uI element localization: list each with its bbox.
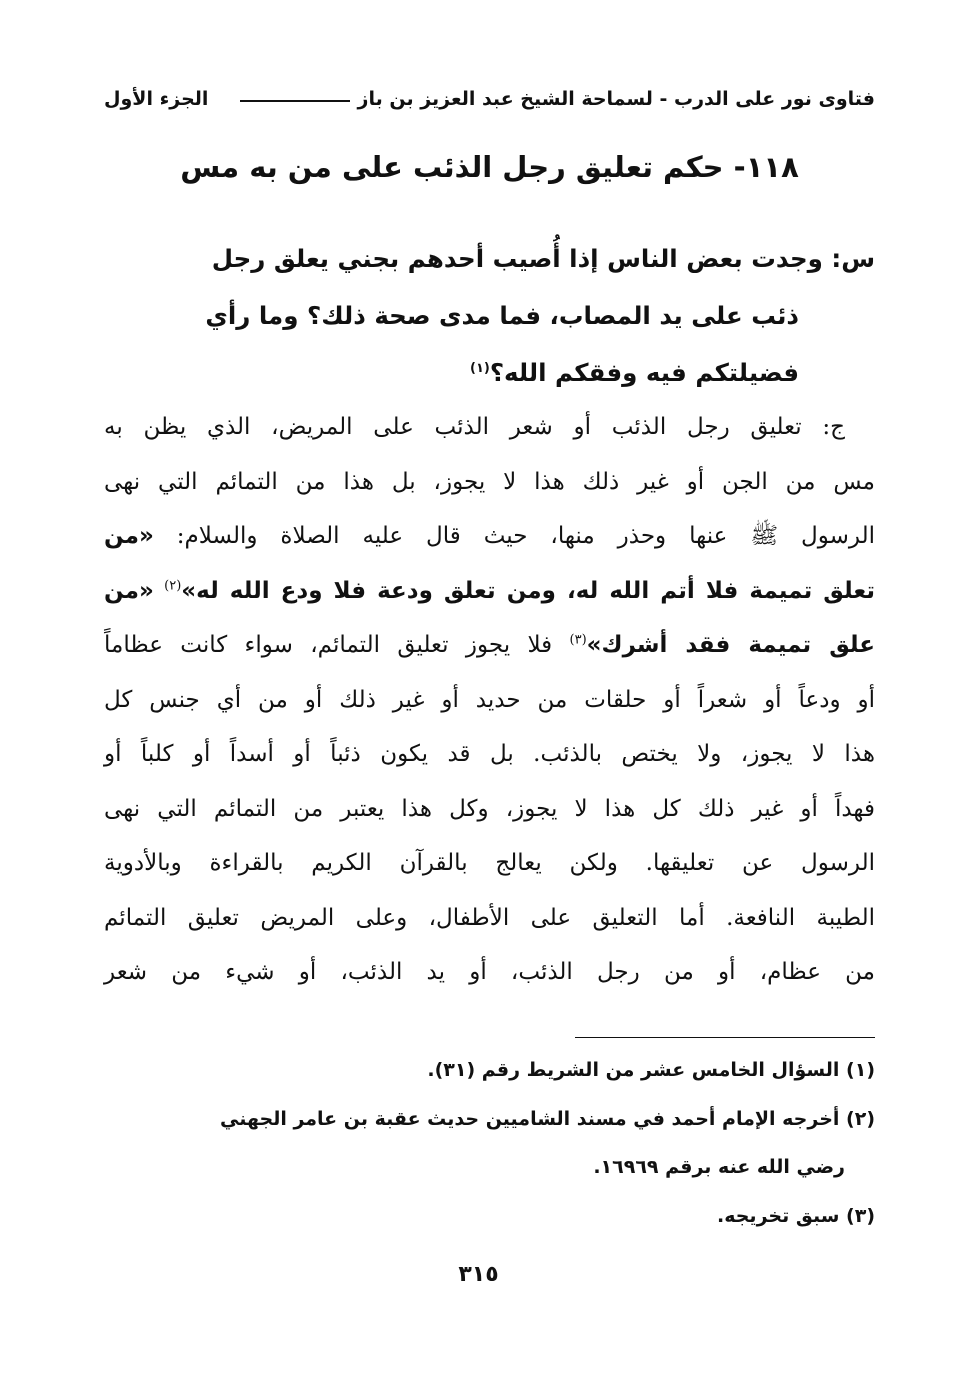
page-number: ٣١٥ — [458, 1262, 499, 1287]
answer-line-5: علق تميمة فقد أشرك»$^{(٣)}$ فلا يجوز تعليق التمائم، سواء كانت عظاماً — [104, 632, 876, 658]
question-line-2: ذئب على يد المصاب، فما مدى صحة ذلك؟ وما رأي — [205, 301, 799, 330]
hadith-quote-1: تعلق تميمة فلا أتم الله له، ومن تعلق ودعة فلا ودع الله له» — [181, 577, 876, 604]
answer-line-4: تعلق تميمة فلا أتم الله له، ومن تعلق ودعة فلا ودع الله له»$^{(٢)}$ «من — [104, 577, 876, 604]
header-book-title: فتاوى نور على الدرب - لسماحة الشيخ عبد العزيز بن باز — [357, 88, 875, 110]
running-header — [104, 88, 875, 110]
footnote-2-continued: رضي الله عنه برقم ١٦٩٦٩. — [593, 1156, 845, 1178]
answer-block — [104, 400, 875, 1000]
answer-line-10: الطيبة النافعة. أما التعليق على الأطفال، وعلى المريض تعليق التمائم — [104, 904, 875, 931]
footnote-3: (٣) سبق تخريجه. — [717, 1204, 875, 1227]
hadith-quote-2: علق تميمة فقد أشرك» — [586, 632, 876, 658]
answer-label: ج: — [822, 414, 845, 440]
footnote-1: (١) السؤال الخامس عشر من الشريط رقم (٣١). — [427, 1059, 875, 1081]
question-label: س: — [831, 244, 875, 273]
footnote-2: (٢) أخرجه الإمام أحمد في مسند الشاميين حديث عقبة بن عامر الجهني — [219, 1107, 875, 1130]
answer-line-6: أو ودعاً أو شعراً أو حلقات من حديد أو غير ذلك أو من أي جنس كل — [104, 686, 875, 713]
header-volume: الجزء الأول — [104, 88, 209, 110]
header-rule — [240, 100, 350, 102]
question-line-1: س: وجدت بعض الناس إذا أُصيب أحدهم بجني يعلق رجل — [211, 244, 875, 273]
footnote-ref-2: (٢) — [164, 577, 182, 593]
answer-line-8: فهداً أو غير ذلك كل هذا لا يجوز، وكل هذا يعتبر من التمائم التي نهى — [104, 795, 875, 822]
answer-line-9: الرسول عن تعليقها. ولكن يعالج بالقرآن الكريم بالقراءة وبالأدوية — [104, 850, 875, 876]
answer-line-7: هذا لا يجوز، ولا يختص بالذئب. بل قد يكون ذئباً أو أسداً أو كلباً أو — [104, 741, 875, 767]
answer-line-11: من عظام، أو من رجل الذئب، أو يد الذئب، أو شيء من شعر — [104, 959, 875, 985]
footnote-ref-1: (١) — [469, 360, 490, 376]
question-block — [134, 230, 875, 401]
fatwa-title: ١١٨- حكم تعليق رجل الذئب على من به مس — [180, 150, 799, 184]
footnote-ref-3: (٣) — [569, 632, 587, 648]
footnote-separator — [575, 1037, 875, 1038]
footnotes — [104, 1046, 875, 1240]
question-line-3: فضيلتكم فيه وفقكم الله؟$^{(١)}$ — [469, 358, 799, 387]
answer-line-1: ج: تعليق رجل الذئب أو شعر الذئب على المريض، الذي يظن به — [104, 400, 875, 455]
answer-line-3: الرسول ﷺ عنها وحذر منها، حيث قال عليه الصلاة والسلام: «من — [104, 523, 875, 549]
answer-line-2: مس من الجن أو غير ذلك هذا لا يجوز، بل هذا من التمائم التي نهى — [104, 468, 875, 495]
